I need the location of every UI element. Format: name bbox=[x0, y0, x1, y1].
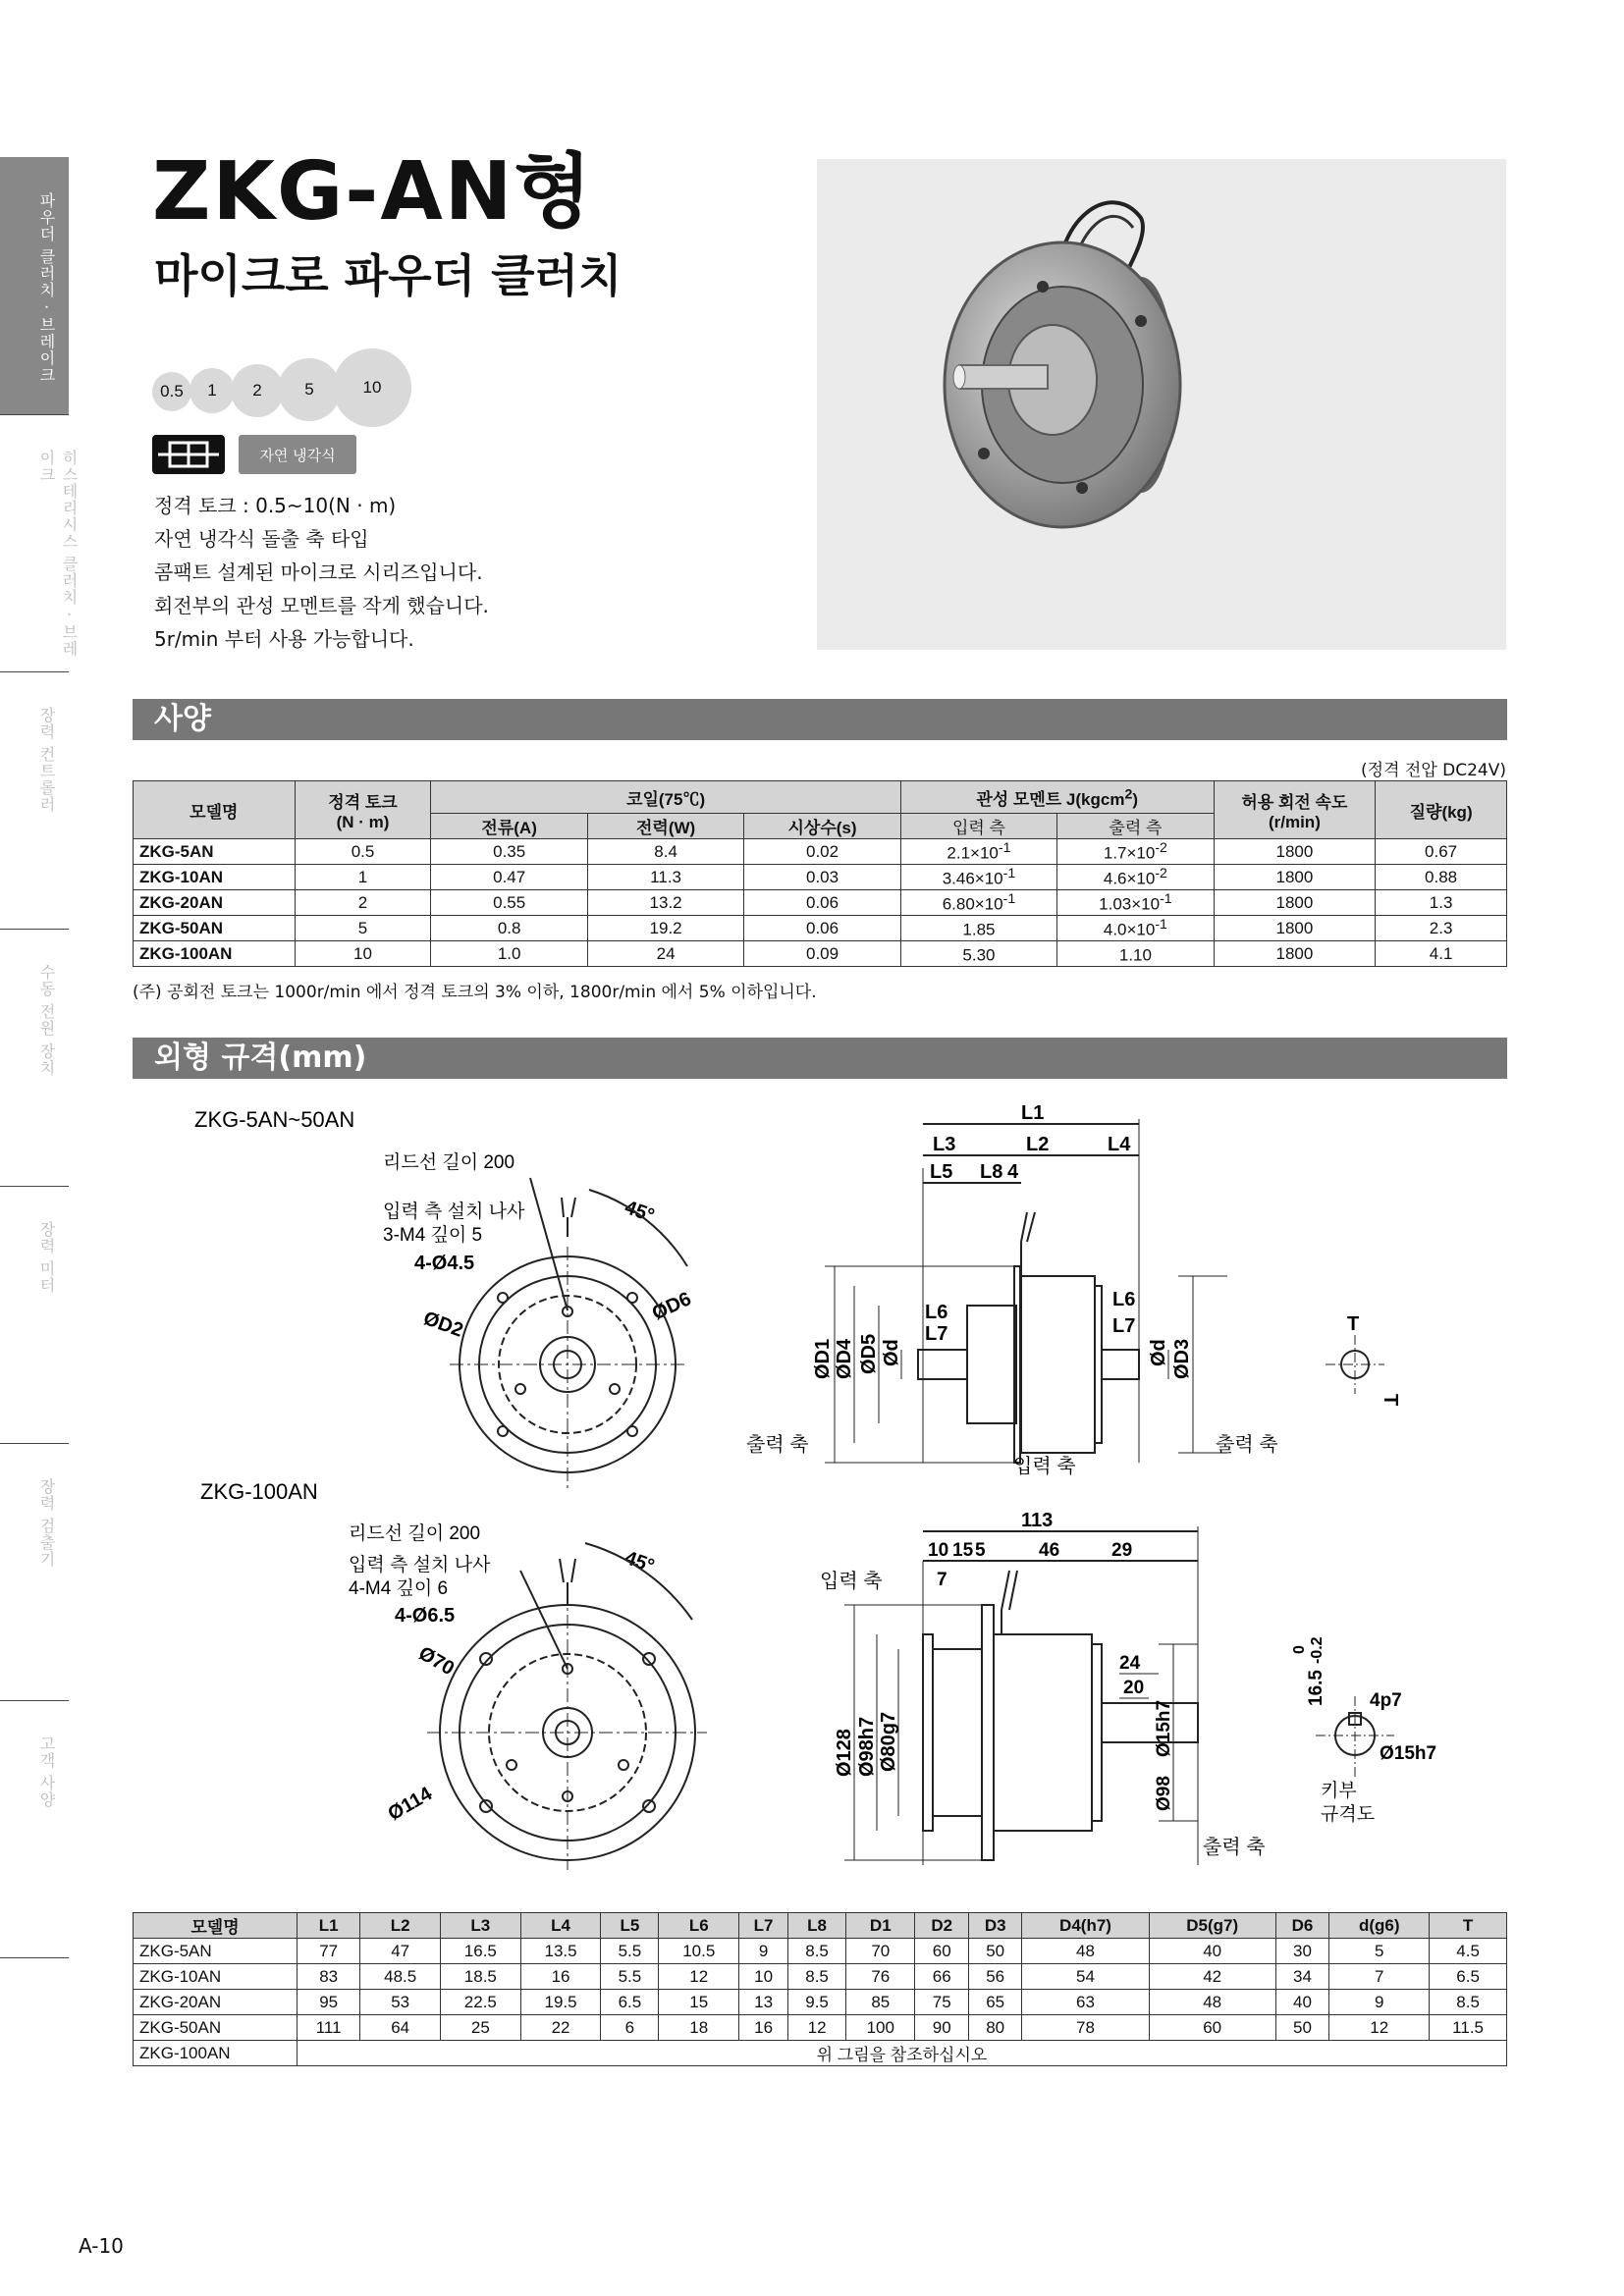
th-model: 모델명 bbox=[134, 781, 296, 839]
dim-15: 15 bbox=[952, 1540, 974, 1561]
table-row: ZKG-10AN 1 0.47 11.3 0.03 $3.46\times 10^{-1}$ $4.6\times 10^{-2}$ 1800 0.88 bbox=[134, 865, 1507, 890]
key-tol-0: 0 bbox=[1291, 1645, 1308, 1654]
lead-wire-label: 리드선 길이 200 bbox=[383, 1152, 515, 1173]
dim-d3: ØD3 bbox=[1171, 1338, 1193, 1379]
input-shaft-label: 입력 축 bbox=[1013, 1456, 1076, 1477]
dim-l7-left: L7 bbox=[925, 1323, 948, 1345]
drawing-5an-50an bbox=[0, 1099, 1624, 1492]
spec-footnote: (주) 공회전 토크는 1000r/min 에서 정격 토크의 3% 이하, 1800r/min 에서 5% 이하입니다. bbox=[133, 983, 817, 1002]
table-row: ZKG-5AN 0.5 0.35 8.4 0.02 $2.1\times 10^{-1}$ $1.7\times 10^{-2}$ 1800 0.67 bbox=[134, 839, 1507, 865]
th-mass: 질량(kg) bbox=[1376, 781, 1507, 839]
key-label-2: 규격도 bbox=[1321, 1804, 1376, 1825]
th-torque: 정격 토크 (N · m) bbox=[295, 781, 431, 839]
key-4p7: 4p7 bbox=[1370, 1690, 1402, 1711]
dim-l5: L5 bbox=[930, 1161, 953, 1183]
dim-20: 20 bbox=[1123, 1678, 1145, 1698]
table-row: ZKG-100AN 위 그림을 참조하십시오 bbox=[134, 2041, 1507, 2066]
screw-label-1: 입력 측 설치 나사 bbox=[383, 1201, 525, 1222]
dim-l7-right: L7 bbox=[1112, 1315, 1136, 1337]
page-title: ZKG-AN형 bbox=[152, 145, 594, 239]
dim-l6-right: L6 bbox=[1112, 1289, 1136, 1310]
screw-label-2: 3-M4 깊이 5 bbox=[383, 1225, 483, 1246]
drawing1-label: ZKG-5AN~50AN bbox=[194, 1107, 355, 1132]
sidebar-tab-tension-meter[interactable]: 장력 미터 bbox=[0, 1186, 69, 1444]
screw-label-2-1: 입력 측 설치 나사 bbox=[349, 1555, 491, 1575]
table-row: ZKG-10AN 83 48.5 18.5 16 5.5 12 10 8.5 76 66 56 54 42 34 7 6.5 bbox=[134, 1964, 1507, 1990]
key-d15h7: Ø15h7 bbox=[1380, 1743, 1437, 1764]
th-time-const: 시상수(s) bbox=[744, 814, 900, 839]
dim-10: 10 bbox=[928, 1540, 949, 1561]
d114-label: Ø114 bbox=[384, 1783, 436, 1826]
torque-size-1: 1 bbox=[189, 368, 235, 413]
lead-wire-label-2: 리드선 길이 200 bbox=[349, 1523, 481, 1544]
front-view-1 bbox=[450, 1178, 687, 1492]
dim-d98: Ø98 bbox=[1154, 1776, 1174, 1811]
page-subtitle: 마이크로 파우더 클러치 bbox=[154, 249, 623, 302]
dim-l1: L1 bbox=[1021, 1102, 1045, 1124]
sidebar-tab-power-unit[interactable]: 수동 전원 장치 bbox=[0, 929, 69, 1187]
th-coil: 코일(75℃) bbox=[431, 781, 900, 814]
output-shaft-right: 출력 축 bbox=[1216, 1434, 1278, 1456]
torque-size-0: 0.5 bbox=[152, 372, 191, 411]
dim-l6-left: L6 bbox=[925, 1302, 948, 1323]
dim-d128: Ø128 bbox=[834, 1729, 855, 1777]
dim-7: 7 bbox=[937, 1570, 947, 1590]
output-shaft-label-2: 출력 축 bbox=[1203, 1837, 1266, 1858]
dim-d5: ØD5 bbox=[858, 1333, 880, 1374]
key-t-side: T bbox=[1380, 1394, 1401, 1407]
dim-l2: L2 bbox=[1026, 1134, 1050, 1155]
dim-d15h7: Ø15h7 bbox=[1154, 1699, 1174, 1757]
sidebar-tab-tension-controller[interactable]: 장력 컨트롤러 bbox=[0, 671, 69, 930]
dim-24: 24 bbox=[1119, 1653, 1141, 1674]
screw-label-2-2: 4-M4 깊이 6 bbox=[349, 1578, 449, 1599]
sidebar-tab-powder[interactable]: 파우더 클러치 · 브레이크 bbox=[0, 157, 69, 415]
angle-label-2: 45° bbox=[622, 1547, 658, 1578]
th-output-side: 출력 측 bbox=[1057, 814, 1214, 839]
dim-d-left: Ød bbox=[881, 1339, 902, 1366]
th-current: 전류(A) bbox=[431, 814, 587, 839]
torque-size-circles bbox=[152, 348, 407, 427]
dim-29: 29 bbox=[1111, 1540, 1133, 1561]
cooling-badge: 자연 냉각식 bbox=[239, 435, 356, 474]
dim-d1: ØD1 bbox=[812, 1338, 834, 1379]
d6-label: ØD6 bbox=[648, 1288, 695, 1325]
input-shaft-label-2: 입력 축 bbox=[820, 1571, 883, 1592]
table-row: ZKG-100AN 10 1.0 24 0.09 5.30 1.10 1800 4.1 bbox=[134, 941, 1507, 967]
holes-label: 4-Ø4.5 bbox=[414, 1253, 475, 1274]
sidebar-tab-tension-detector[interactable]: 장력 검출기 bbox=[0, 1443, 69, 1701]
voltage-note: (정격 전압 DC24V) bbox=[1361, 761, 1506, 780]
torque-size-2: 2 bbox=[231, 364, 284, 417]
dim-l8: L8 bbox=[980, 1161, 1003, 1183]
th-inertia: 관성 모멘트 J(kgcm$^2$) bbox=[900, 781, 1214, 814]
th-power: 전력(W) bbox=[587, 814, 743, 839]
d2-label: ØD2 bbox=[420, 1308, 466, 1342]
page-number: A-10 bbox=[79, 2234, 124, 2258]
table-row: ZKG-20AN 95 53 22.5 19.5 6.5 15 13 9.5 85 75 65 63 48 40 9 8.5 bbox=[134, 1990, 1507, 2015]
dimension-table: 모델명 L1 L2 L3 L4 L5 L6 L7 L8 D1 D2 D3 D4(h7) D5(g7) D6 d(g6) T ZKG-5AN 77 47 16.5 13.5 5.5 10.5 9 8.5 70 60 50 48 40 30 5 4.5 ZKG-10AN 83 48.5 18.5 16 5.5 12 10 8.5 76 66 56 54 42 34 7 6.5 ZKG-20AN 95 53 22.5 19.5 6.5 15 13 9.5 85 75 65 63 48 40 9 8.5 ZKG-50AN 111 64 25 22 6 18 16 12 100 90 80 78 60 50 12 11.5 ZKG-100AN 위 그림을 참조하십시오 bbox=[133, 1912, 1507, 2066]
key-tol-neg: -0.2 bbox=[1309, 1636, 1326, 1664]
dim-4: 4 bbox=[1007, 1161, 1019, 1183]
drawing2-label: ZKG-100AN bbox=[200, 1479, 318, 1504]
product-photo bbox=[817, 159, 1506, 650]
drawing-100an bbox=[0, 1472, 1624, 1895]
dim-d4: ØD4 bbox=[834, 1338, 855, 1379]
th-speed: 허용 회전 속도 (r/min) bbox=[1214, 781, 1376, 839]
side-view-1 bbox=[825, 1119, 1384, 1463]
key-16-5: 16.5 bbox=[1306, 1670, 1326, 1706]
dim-113: 113 bbox=[1021, 1510, 1054, 1531]
sidebar-tab-hysteresis[interactable]: 히스테리시스 클러치 · 브레이크 bbox=[0, 414, 69, 672]
shaft-type-icon bbox=[152, 435, 225, 474]
table-row: ZKG-50AN 5 0.8 19.2 0.06 1.85 $4.0\times 10^{-1}$ 1800 2.3 bbox=[134, 916, 1507, 941]
holes-label-2: 4-Ø6.5 bbox=[395, 1605, 456, 1627]
output-shaft-left: 출력 축 bbox=[746, 1434, 809, 1456]
dim-d-right: Ød bbox=[1148, 1339, 1169, 1366]
torque-size-5: 5 bbox=[278, 358, 341, 421]
key-label-1: 키부 bbox=[1321, 1781, 1357, 1801]
th-input-side: 입력 측 bbox=[900, 814, 1056, 839]
front-view-2 bbox=[427, 1543, 707, 1870]
d70-label: Ø70 bbox=[414, 1642, 459, 1681]
spec-table bbox=[133, 780, 1507, 967]
sidebar-tab-custom[interactable]: 고객 사양 bbox=[0, 1700, 69, 1958]
angle-label: 45° bbox=[622, 1197, 658, 1228]
dim-d98h7: Ø98h7 bbox=[856, 1716, 878, 1777]
dim-5: 5 bbox=[975, 1540, 986, 1561]
key-t-top: T bbox=[1347, 1313, 1360, 1335]
table-row: ZKG-50AN 111 64 25 22 6 18 16 12 100 90 80 78 60 50 12 11.5 bbox=[134, 2015, 1507, 2041]
dim-d80g7: Ø80g7 bbox=[878, 1711, 899, 1772]
table-row: ZKG-5AN 77 47 16.5 13.5 5.5 10.5 9 8.5 70 60 50 48 40 30 5 4.5 bbox=[134, 1939, 1507, 1964]
table-row: ZKG-20AN 2 0.55 13.2 0.06 $6.80\times 10^{-1}$ $1.03\times 10^{-1}$ 1800 1.3 bbox=[134, 890, 1507, 916]
section-spec-title: 사양 bbox=[133, 699, 1507, 740]
torque-size-10: 10 bbox=[333, 348, 411, 427]
dim-l3: L3 bbox=[933, 1134, 956, 1155]
dim-46: 46 bbox=[1039, 1540, 1060, 1561]
product-description: 정격 토크 : 0.5~10(N · m) 자연 냉각식 돌출 축 타입 콤팩트 설계된 마이크로 시리즈입니다. 회전부의 관성 모멘트를 작게 했습니다. 5r/min 부터 사용 가능합니다. bbox=[154, 494, 489, 651]
section-outline-title: 외형 규격(mm) bbox=[133, 1038, 1507, 1079]
dim-l4: L4 bbox=[1108, 1134, 1131, 1155]
